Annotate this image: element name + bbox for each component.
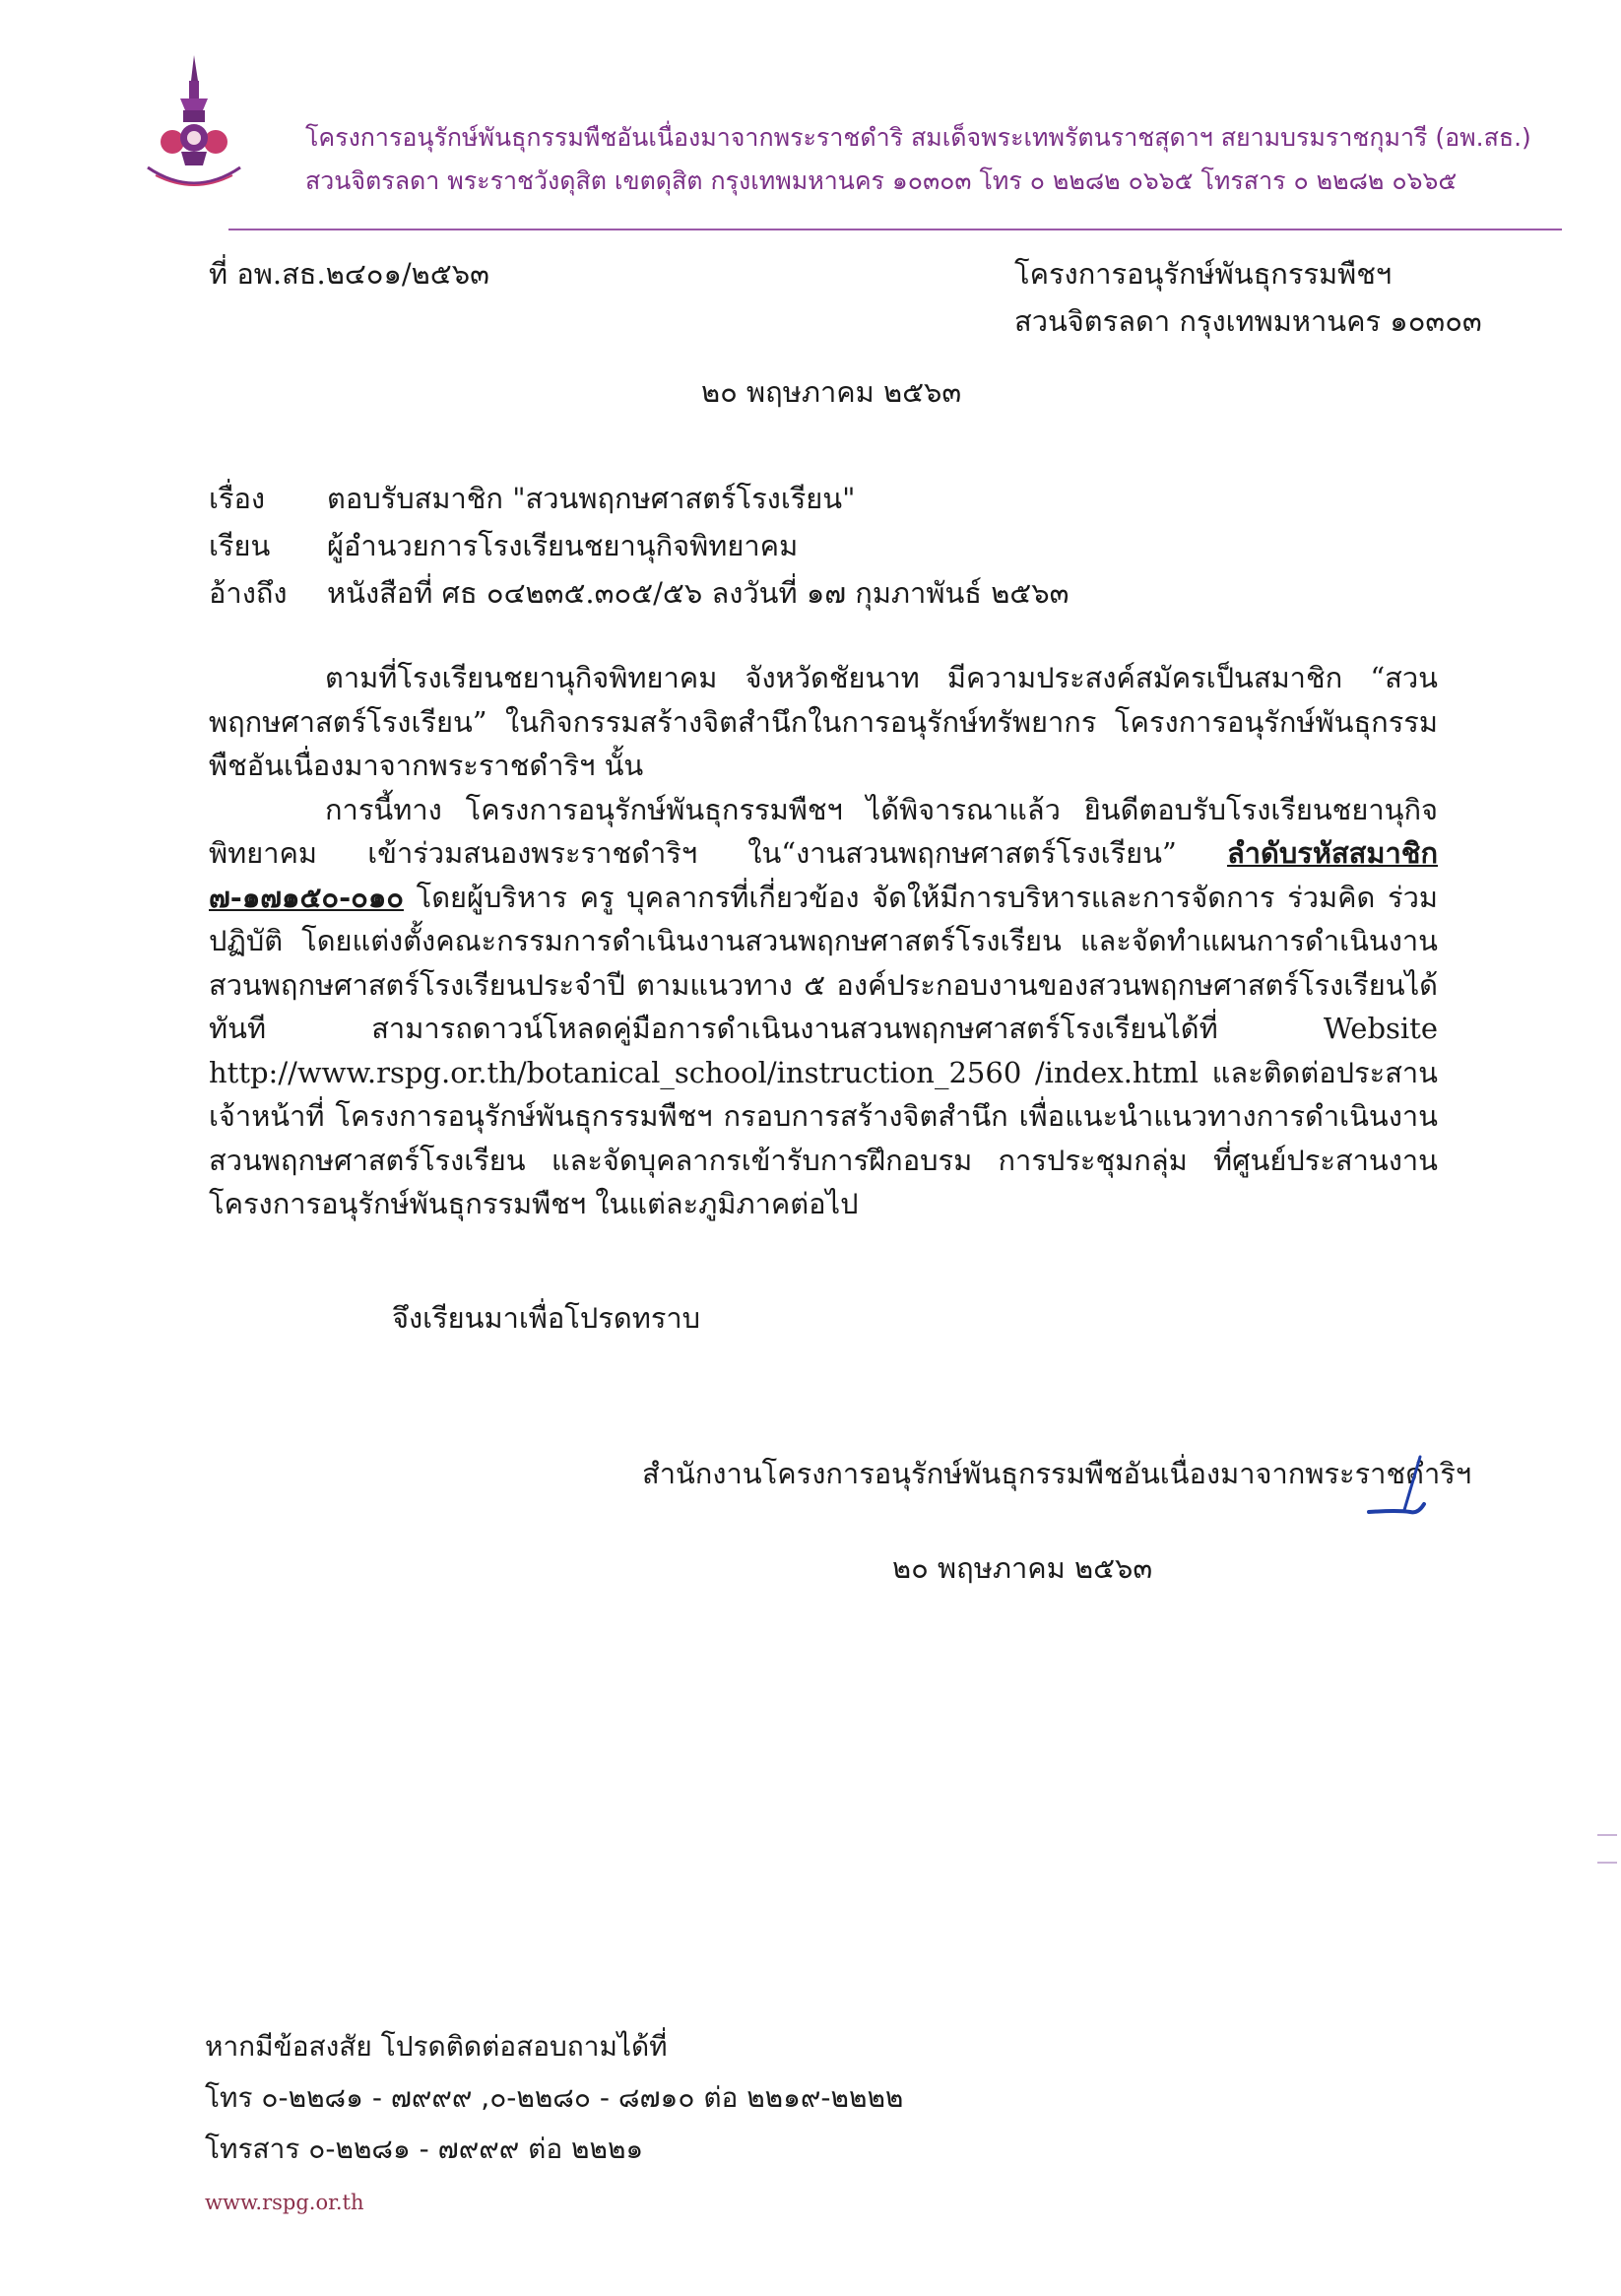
scan-edge-mark — [1597, 1834, 1617, 1836]
footer-website[interactable]: www.rspg.or.th — [205, 2191, 364, 2214]
reference-number: ที่ อพ.สธ.๒๔๐๑/๒๕๖๓ — [209, 257, 489, 291]
footer-fax: โทรสาร ๐-๒๒๘๑ - ๗๙๙๙ ต่อ ๒๒๒๑ — [205, 2132, 644, 2165]
sender-address: สวนจิตรลดา กรุงเทพมหานคร ๑๐๓๐๓ — [1014, 304, 1482, 338]
letter-date: ๒๐ พฤษภาคม ๒๕๖๓ — [701, 375, 962, 409]
letter-body — [209, 656, 1438, 1226]
reference-label: อ้างถึง — [209, 576, 288, 610]
header-divider — [228, 229, 1562, 230]
body-paragraph-2-part-a: การนี้ทาง โครงการอนุรักษ์พันธุกรรมพืชฯ ได้พิจารณาแล้ว ยินดีตอบรับโรงเรียนชยานุกิจพิทยาคม เข้าร่วมสนองพระราชดำริฯ ใน“งานสวนพฤกษศาสตร์โรงเรียน” — [209, 792, 1438, 870]
handwritten-signature — [1359, 1453, 1438, 1522]
closing-line: จึงเรียนมาเพื่อโปรดทราบ — [392, 1301, 701, 1335]
letterhead-line-2: สวนจิตรลดา พระราชวังดุสิต เขตดุสิต กรุงเทพมหานคร ๑๐๓๐๓ โทร ๐ ๒๒๘๒ ๐๖๖๕ โทรสาร ๐ ๒๒๘๒ ๐๖๖๕ — [305, 166, 1458, 195]
footer-phone: โทร ๐-๒๒๘๑ - ๗๙๙๙ ,๐-๒๒๘๐ - ๘๗๑๐ ต่อ ๒๒๑๙-๒๒๒๒ — [205, 2081, 904, 2114]
recipient-text: ผู้อำนวยการโรงเรียนชยานุกิจพิทยาคม — [327, 529, 799, 562]
rspg-emblem-icon — [126, 51, 262, 187]
body-paragraph-2 — [209, 788, 1438, 1226]
scan-edge-mark — [1597, 1862, 1617, 1864]
subject-label: เรื่อง — [209, 482, 266, 515]
reference-text: หนังสือที่ ศธ ๐๔๒๓๕.๓๐๕/๕๖ ลงวันที่ ๑๗ กุมภาพันธ์ ๒๕๖๓ — [327, 576, 1070, 610]
body-paragraph-2-part-b: โดยผู้บริหาร ครู บุคลากรที่เกี่ยวข้อง จัดให้มีการบริหารและการจัดการ ร่วมคิด ร่วมปฏิบัติ โดยแต่งตั้งคณะกรรมการดำเนินงานสวนพฤกษศาสตร์โรงเรียน และจัดทำแผนการดำเนินงานสวนพฤกษศาสตร์โรงเรียนประจำปี ตามแนวทาง ๕ องค์ประกอบงานของสวนพฤกษศาสตร์โรงเรียนได้ทันที สามารถดาวน์โหลดคู่มือการดำเนินงานสวนพฤกษศาสตร์โรงเรียนได้ที่ Website http://www.rspg.or.th/botanical_school/instruction_2560 /index.html และติดต่อประสานเจ้าหน้าที่ โครงการอนุรักษ์พันธุกรรมพืชฯ กรอบการสร้างจิตสำนึก เพื่อแนะนำแนวทางการดำเนินงานสวนพฤกษศาสตร์โรงเรียน และจัดบุคลากรเข้ารับการฝึกอบรม การประชุมกลุ่ม ที่ศูนย์ประสานงาน โครงการอนุรักษ์พันธุกรรมพืชฯ ในแต่ละภูมิภาคต่อไป — [209, 880, 1438, 1220]
signoff-date: ๒๐ พฤษภาคม ๒๕๖๓ — [892, 1551, 1153, 1585]
letterhead-line-1: โครงการอนุรักษ์พันธุกรรมพืชอันเนื่องมาจากพระราชดำริ สมเด็จพระเทพรัตนราชสุดาฯ สยามบรมราชกุมารี (อพ.สธ.) — [305, 123, 1531, 152]
footer-contact-intro: หากมีข้อสงสัย โปรดติดต่อสอบถามได้ที่ — [205, 2030, 668, 2063]
recipient-label: เรียน — [209, 529, 271, 562]
body-paragraph-1: ตามที่โรงเรียนชยานุกิจพิทยาคม จังหวัดชัยนาท มีความประสงค์สมัครเป็นสมาชิก “สวนพฤกษศาสตร์โรงเรียน” ในกิจกรรมสร้างจิตสำนึกในการอนุรักษ์ทรัพยากร โครงการอนุรักษ์พันธุกรรมพืชอันเนื่องมาจากพระราชดำริฯ นั้น — [209, 661, 1438, 782]
signoff-office: สำนักงานโครงการอนุรักษ์พันธุกรรมพืชอันเนื่องมาจากพระราชดำริฯ — [642, 1457, 1472, 1490]
subject-text: ตอบรับสมาชิก "สวนพฤกษศาสตร์โรงเรียน" — [327, 482, 856, 515]
sender-name: โครงการอนุรักษ์พันธุกรรมพืชฯ — [1014, 257, 1393, 291]
member-code: ลำดับรหัสสมาชิก ๗-๑๗๑๕๐-๐๑๐ — [209, 836, 1438, 914]
